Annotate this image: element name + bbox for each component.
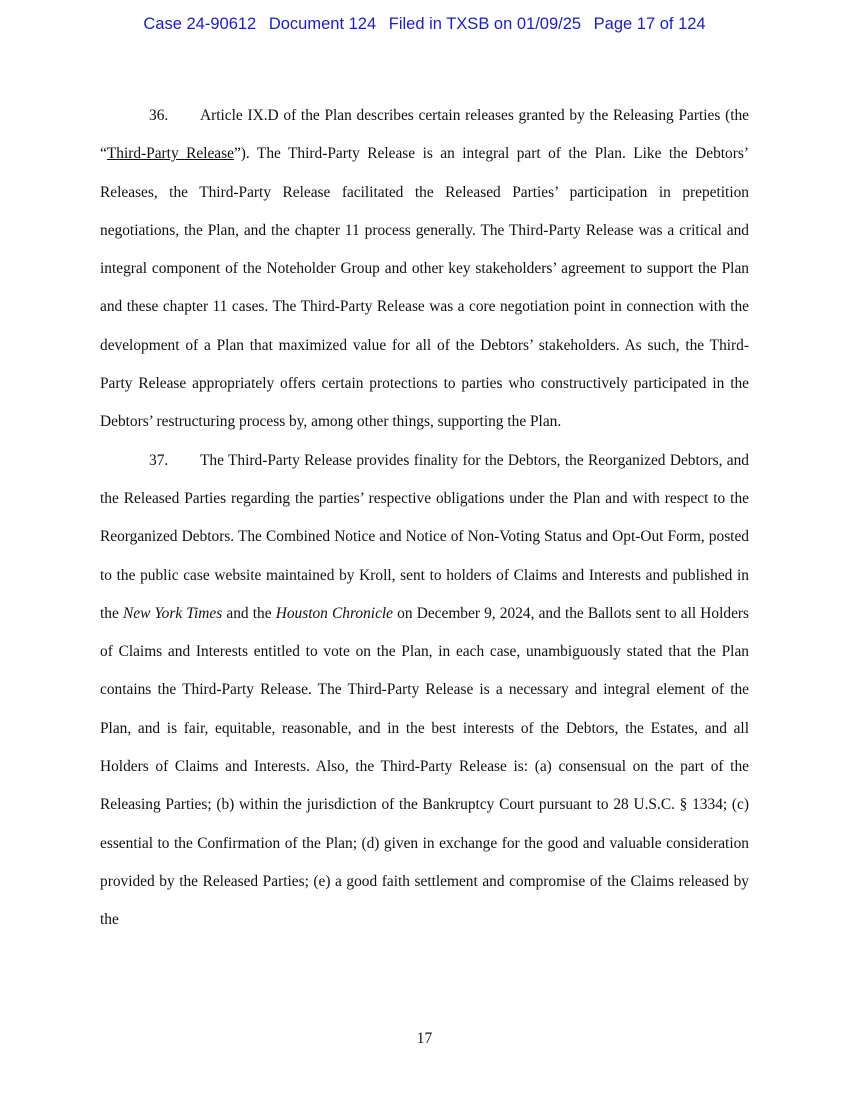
filing-header [0,15,849,34]
paragraph-number: 36. [149,107,169,124]
page-number: 17 [416,1030,433,1047]
publication-name: Houston Chronicle [275,604,394,622]
paragraph-text: and the [222,604,276,622]
paragraph-text: The Third-Party Release provides finality for the Debtors, the Reorganized Debtors, and the Released Parties regarding the parties’ respective obligations under the Plan and with respect to the Reorganized Debtors. The Combined Notice and Notice of Non-Voting Status and Opt-Out Form, posted to the public case website maintained by Kroll, sent to holders of Claims and Interests and published in the [100,451,749,622]
case-number: Case 24-90612 [143,15,257,33]
filed-date: Filed in TXSB on 01/09/25 [388,15,582,33]
page-of-total: Page 17 of 124 [593,15,706,33]
paragraph-36 [100,97,749,442]
publication-name: New York Times [122,604,223,622]
paragraph-number: 37. [149,451,169,469]
defined-term: Third-Party Release [106,145,234,163]
paragraph-text: ”). The Third-Party Release is an integral part of the Plan. Like the Debtors’ Releases, the Third-Party Release facilitated the Released Parties’ participation in prepetition negotiations, the Plan, and the chapter 11 process generally. The Third-Party Release was a critical and integral component of the Noteholder Group and other key stakeholders’ agreement to support the Plan and these chapter 11 cases. The Third-Party Release was a core negotiation point in connection with the development of a Plan that maximized value for all of the Debtors’ stakeholders. As such, the Third-Party Release appropriately offers certain protections to parties who constructively participated in the Debtors’ restructuring process by, among other things, supporting the Plan. [100,145,749,431]
paragraph-text: on December 9, 2024, and the Ballots sent to all Holders of Claims and Interests entitled to vote on the Plan, in each case, unambiguously stated that the Plan contains the Third-Party Release. The Third-Party Release is a necessary and integral element of the Plan, and is fair, equitable, reasonable, and in the best interests of the Debtors, the Estates, and all Holders of Claims and Interests. Also, the Third-Party Release is: (a) consensual on the part of the Releasing Parties; (b) within the jurisdiction of the Bankruptcy Court pursuant to 28 U.S.C. § 1334; (c) essential to the Confirmation of the Plan; (d) given in exchange for the good and valuable consideration provided by the Released Parties; (e) a good faith settlement and compromise of the Claims released by the [100,604,750,929]
paragraph-text: Article IX.D of the Plan describes certain releases granted by the Releasing Parties (the “ [100,107,749,163]
document-body [100,97,749,940]
document-number: Document 124 [268,15,377,33]
paragraph-37 [100,442,749,940]
